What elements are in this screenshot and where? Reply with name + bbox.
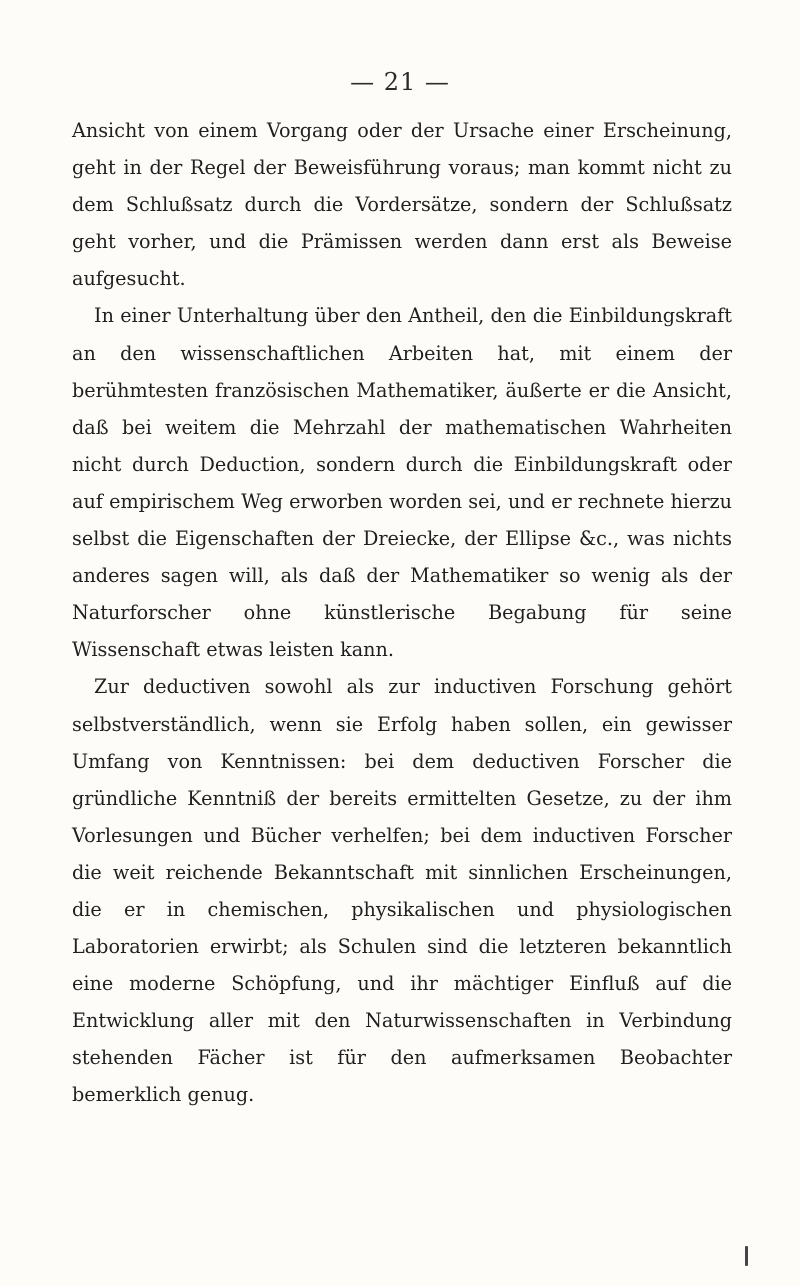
paragraph-3: Zur deductiven sowohl als zur inductiven Forschung gehört selbstverständlich, wenn sie Erfolg haben sollen, ein gewisser Umfang von Kenntnissen: bei dem deductiven Forscher die gründliche Kenntniß der bereits ermittelten Gesetze, zu der ihm Vorlesungen und Bücher verhelfen; bei dem inductiven Forscher die weit reichende Bekanntschaft mit sinnlichen Erscheinungen, die er in chemischen, physikalischen und physiologischen Laboratorien erwirbt; als Schulen sind die letzteren bekanntlich eine moderne Schöpfung, und ihr mächtiger Einfluß auf die Entwicklung aller mit den Naturwissenschaften in Verbindung stehenden Fächer ist für den aufmerksamen Beobachter bemerklich genug. (72, 675, 732, 1107)
paragraph-1: Ansicht von einem Vorgang oder der Ursache einer Erscheinung, geht in der Regel der Beweisführung voraus; man kommt nicht zu dem Schlußsatz durch die Vordersätze, sondern der Schlußsatz geht vorher, und die Prämissen werden dann erst als Beweise aufgesucht. (72, 119, 732, 291)
paragraph-2: In einer Unterhaltung über den Antheil, den die Einbildungskraft an den wissenschaftlichen Arbeiten hat, mit einem der berühmtesten französischen Mathematiker, äußerte er die Ansicht, daß bei weitem die Mehrzahl der mathematischen Wahrheiten nicht durch Deduction, sondern durch die Einbildungskraft oder auf empirischem Weg erworben worden sei, und er rechnete hierzu selbst die Eigenschaften der Dreiecke, der Ellipse &c., was nichts anderes sagen will, als daß der Mathematiker so wenig als der Naturforscher ohne künstlerische Begabung für seine Wissenschaft etwas leisten kann. (72, 304, 732, 662)
body-text (72, 112, 732, 1114)
page-number: — 21 — (350, 68, 450, 96)
margin-mark (745, 1246, 748, 1266)
